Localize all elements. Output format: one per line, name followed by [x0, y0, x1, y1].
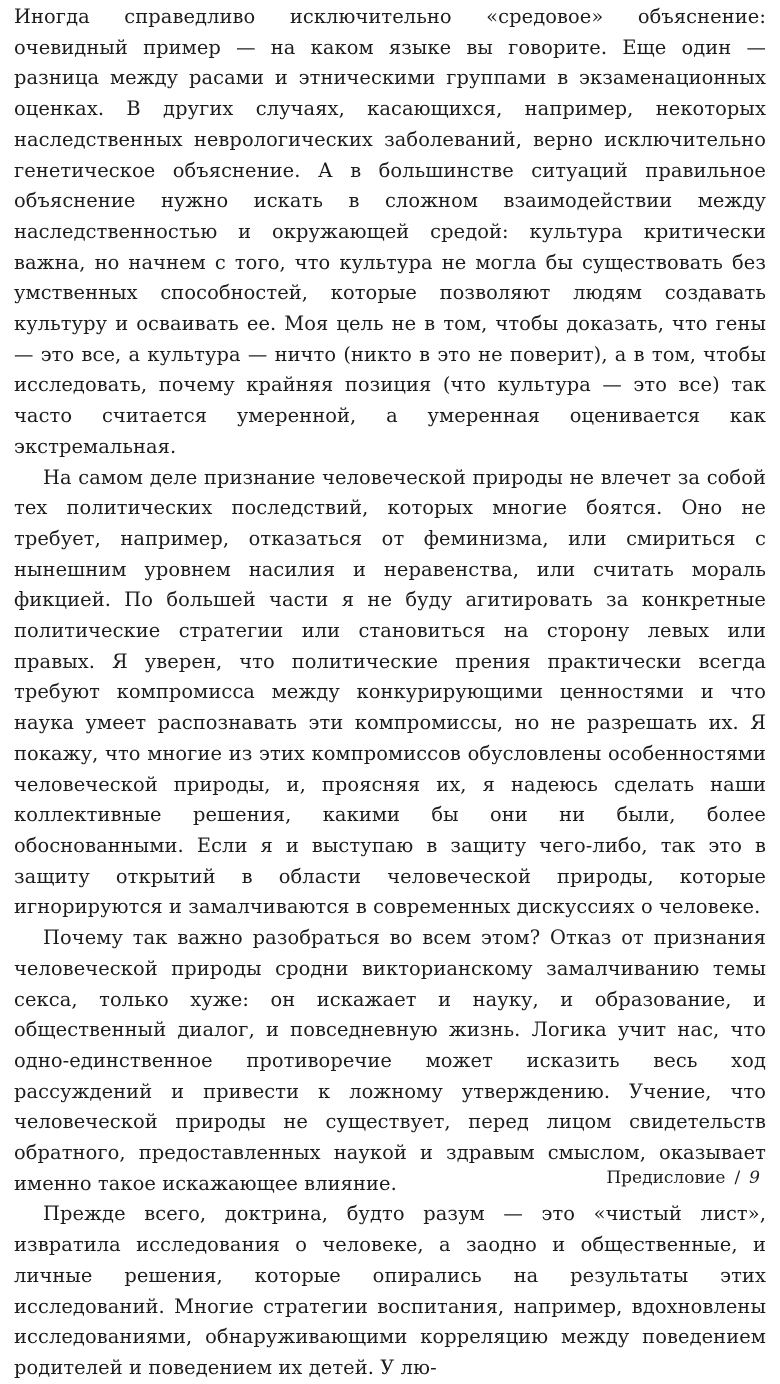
footer-section-title: Предисловие — [606, 1168, 726, 1188]
paragraph-2: На самом деле признание человеческой природы не влечет за собой тех политических последствий, которых многие боятся. Оно не требует, например, отказаться от феминизма, или смириться с нынешним уровнем насилия и неравенства, или считать мораль фикцией. По большей части я не буду агитировать за конкретные политические стратегии или становиться на сторону левых или правых. Я уверен, что политические прения практически всегда требуют компромисса между конкурирующими ценностями и что наука умеет распознавать эти компромиссы, но не разрешать их. Я покажу, что многие из этих компромиссов обусловлены особенностями человеческой природы, и, проясняя их, я надеюсь сделать наши коллективные решения, какими бы они ни были, более обоснованными. Если я и выступаю в защиту чего-либо, так это в защиту открытий в области человеческой природы, которые игнорируются и замалчиваются в современных дискуссиях о человеке. — [14, 465, 766, 919]
page-number: 9 — [749, 1168, 760, 1188]
paragraph-4: Прежде всего, доктрина, будто разум — это «чистый лист», извратила исследования о человеке, а заодно и общественные, и личные решения, которые опирались на результаты этих исследований. Многие стратегии воспитания, например, вдохновлены исследованиями, обнаруживающими корреляцию между поведением родителей и поведением их детей. У лю- — [14, 1202, 766, 1379]
paragraph-3: Почему так важно разобраться во всем этом? Отказ от признания человеческой природы сродни викторианскому замалчиванию темы секса, только хуже: он искажает и науку, и образование, и общественный диалог, и повседневную жизнь. Логика учит нас, что одно-единственное противоречие может исказить весь ход рассуждений и привести к ложному утверждению. Учение, что человеческой природы не существует, перед лицом свидетельств обратного, предоставленных наукой и здравым смыслом, оказывает именно такое искажающее влияние. — [14, 926, 766, 1195]
running-footer — [606, 1166, 760, 1190]
paragraph-1: Иногда справедливо исключительно «средовое» объяснение: очевидный пример — на каком языке вы говорите. Еще один — разница между расами и этническими группами в экзаменационных оценках. В других случаях, касающихся, например, некоторых наследственных неврологических заболеваний, верно исключительно генетическое объяснение. А в большинстве ситуаций правильное объяснение нужно искать в сложном взаимодействии между наследственностью и окружающей средой: культура критически важна, но начнем с того, что культура не могла бы существовать без умственных способностей, которые позволяют людям создавать культуру и осваивать ее. Моя цель не в том, чтобы доказать, что гены — это все, а культура — ничто (никто в это не поверит), а в том, чтобы исследовать, почему крайняя позиция (что культура — это все) так часто считается умеренной, а умеренная оценивается как экстремальная. — [14, 5, 766, 458]
footer-separator: / — [734, 1168, 741, 1188]
